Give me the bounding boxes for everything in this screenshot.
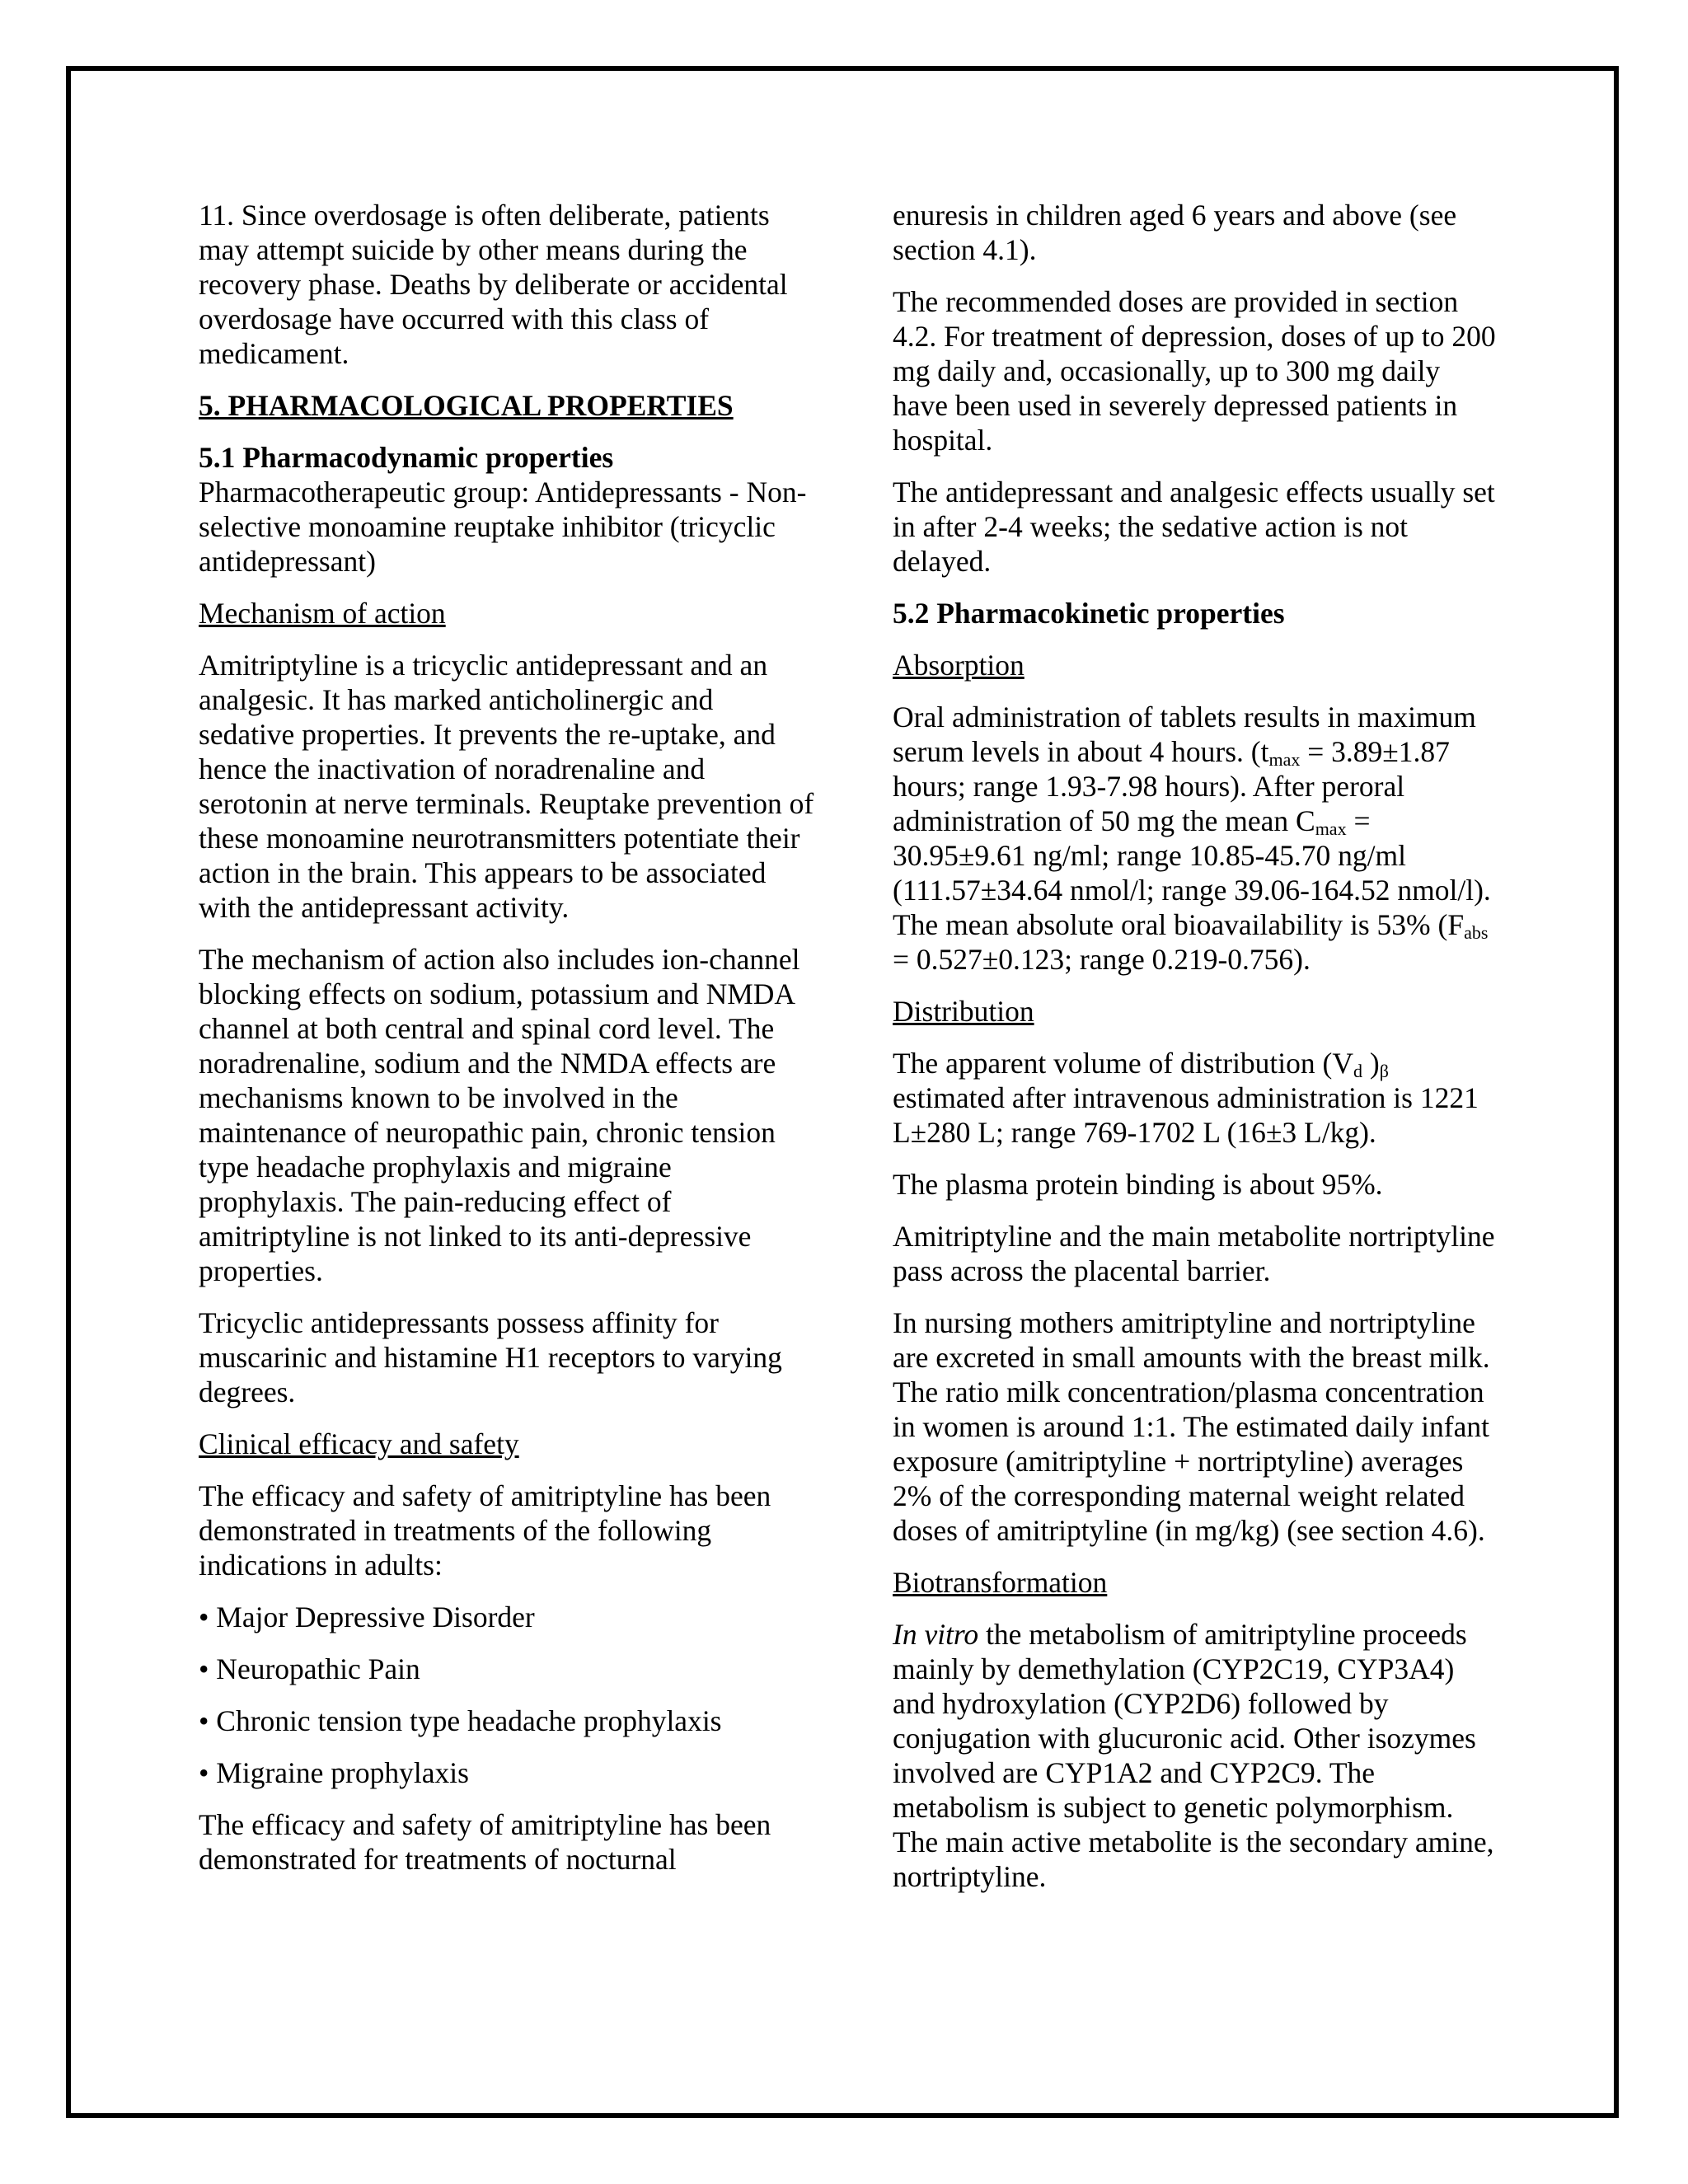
paragraph-mechanism-3: Tricyclic antidepressants possess affinity for muscarinic and histamine H1 receptors to varying degrees.: [199, 1306, 782, 1408]
bullet-item: • Migraine prophylaxis: [199, 1756, 469, 1789]
subscript: max: [1315, 818, 1347, 839]
subscript: d: [1353, 1061, 1362, 1081]
biotransformation-text: the metabolism of amitriptyline proceeds mainly by demethylation (CYP2C19, CYP3A4) and hydroxylation (CYP2D6) followed by conjugation with glucuronic acid. Other isozymes involved are CYP1A2 and CYP2C9. The metabolism is subject to genetic polymorphism. The main active metabolite is the secondary amine, nortriptyline.: [893, 1618, 1494, 1893]
bullet-item: • Major Depressive Disorder: [199, 1601, 535, 1633]
paragraph-doses: The recommended doses are provided in section 4.2. For treatment of depression, doses of up to 200 mg daily and, occasionally, up to 300 mg daily have been used in severely depressed patients in hospital.: [893, 285, 1496, 457]
subsection-heading-5-1: 5.1 Pharmacodynamic properties: [199, 441, 614, 474]
paragraph-effects: The antidepressant and analgesic effects usually set in after 2-4 weeks; the sedative action is not delayed.: [893, 476, 1495, 578]
paragraph-absorption: [893, 700, 1500, 977]
paragraph-overdose: 11. Since overdosage is often deliberate, patients may attempt suicide by other means during the recovery phase. Deaths by deliberate or accidental overdosage have occurred with this class of medicament.: [199, 199, 788, 370]
section-heading-5: 5. PHARMACOLOGICAL PROPERTIES: [199, 389, 734, 422]
paragraph-placenta: Amitriptyline and the main metabolite nortriptyline pass across the placental barrier.: [893, 1220, 1495, 1287]
heading-mechanism-of-action: Mechanism of action: [199, 597, 446, 630]
paragraph-continuation: enuresis in children aged 6 years and above (see section 4.1).: [893, 199, 1457, 266]
paragraph-biotransformation: [893, 1617, 1500, 1894]
paragraph-clinical-2: The efficacy and safety of amitriptyline has been demonstrated for treatments of nocturnal: [199, 1808, 771, 1876]
heading-absorption: Absorption: [893, 649, 1025, 682]
distribution-text: estimated after intravenous administration is 1221 L±280 L; range 769-1702 L (16±3 L/kg).: [893, 1081, 1479, 1149]
absorption-text: = 3.89±1.87 hours; range 1.93-7.98 hours). After peroral administration of 50 mg the mean C: [893, 735, 1450, 837]
subsection-heading-5-2: 5.2 Pharmacokinetic properties: [893, 597, 1285, 630]
bullet-item: • Neuropathic Pain: [199, 1652, 420, 1685]
paragraph-pharmacotherapeutic-group: Pharmacotherapeutic group: Antidepressants - Non-selective monoamine reuptake inhibitor (tricyclic antidepressant): [199, 476, 807, 578]
subscript: abs: [1464, 922, 1489, 943]
paragraph-mechanism-1: Amitriptyline is a tricyclic antidepressant and an analgesic. It has marked anticholinergic and sedative properties. It prevents the re-uptake, and hence the inactivation of noradrenaline and serotonin at nerve terminals. Reuptake prevention of these monoamine neurotransmitters potentiate their action in the brain. This appears to be associated with the antidepressant activity.: [199, 649, 814, 924]
left-column: [199, 198, 815, 1894]
paragraph-nursing: In nursing mothers amitriptyline and nortriptyline are excreted in small amounts with the breast milk. The ratio milk concentration/plasma concentration in women is around 1:1. The estimated daily infant exposure (amitriptyline + nortriptyline) averages 2% of the corresponding maternal weight related doses of amitriptyline (in mg/kg) (see section 4.6).: [893, 1306, 1490, 1547]
paragraph-distribution: [893, 1046, 1500, 1150]
subscript: β: [1379, 1061, 1389, 1081]
distribution-text: ): [1362, 1047, 1380, 1080]
heading-biotransformation: Biotransformation: [893, 1566, 1108, 1599]
bullet-item: • Chronic tension type headache prophylaxis: [199, 1704, 722, 1737]
heading-clinical-efficacy: Clinical efficacy and safety: [199, 1427, 519, 1460]
absorption-text: = 30.95±9.61 ng/ml; range 10.85-45.70 ng/ml (111.57±34.64 nmol/l; range 39.06-164.52 nmol/l). The mean absolute oral bioavailability is 53% (F: [893, 804, 1491, 941]
absorption-text: Oral administration of tablets results in maximum serum levels in about 4 hours. (t: [893, 701, 1476, 768]
heading-distribution: Distribution: [893, 995, 1034, 1028]
right-column: [893, 198, 1500, 1911]
italic-in-vitro: In vitro: [893, 1618, 979, 1651]
paragraph-clinical-1: The efficacy and safety of amitriptyline has been demonstrated in treatments of the following indications in adults:: [199, 1479, 771, 1582]
absorption-text: = 0.527±0.123; range 0.219-0.756).: [893, 943, 1311, 976]
distribution-text: The apparent volume of distribution (V: [893, 1047, 1353, 1080]
paragraph-mechanism-2: The mechanism of action also includes ion-channel blocking effects on sodium, potassium and NMDA channel at both central and spinal cord level. The noradrenaline, sodium and the NMDA effects are mechanisms known to be involved in the maintenance of neuropathic pain, chronic tension type headache prophylaxis and migraine prophylaxis. The pain-reducing effect of amitriptyline is not linked to its anti-depressive properties.: [199, 943, 800, 1287]
subscript: max: [1268, 749, 1301, 770]
paragraph-protein-binding: The plasma protein binding is about 95%.: [893, 1168, 1383, 1201]
